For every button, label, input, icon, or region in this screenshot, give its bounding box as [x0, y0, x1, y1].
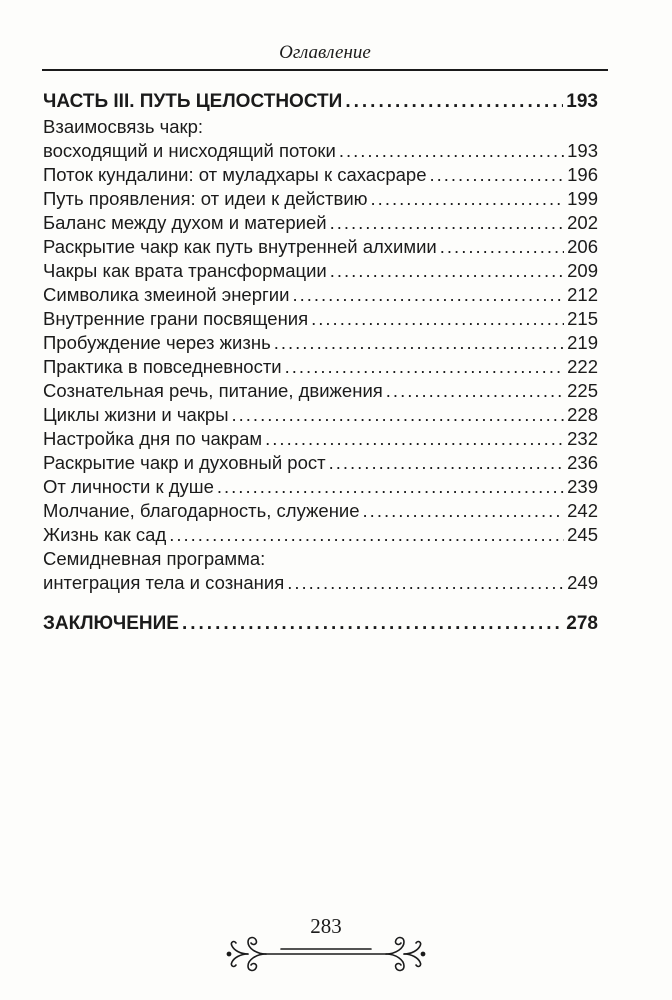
toc-page-number: 206 — [567, 236, 598, 257]
toc-entry-title: Взаимосвязь чакр: — [43, 116, 204, 137]
toc-dot-leader — [217, 475, 564, 499]
toc-page-number: 228 — [567, 404, 598, 425]
toc-gap — [43, 595, 598, 611]
toc-page-number: 239 — [567, 476, 598, 497]
toc-entry-title: ЗАКЛЮЧЕНИЕ — [43, 613, 179, 634]
toc-entry — [43, 427, 598, 451]
toc-page-number: 242 — [567, 500, 598, 521]
toc-entry — [43, 211, 598, 235]
toc-entry-title: Пробуждение через жизнь — [43, 332, 271, 353]
toc-entry — [43, 283, 598, 307]
toc-page-number: 245 — [567, 524, 598, 545]
toc-dot-leader — [285, 355, 564, 379]
toc-page-number: 278 — [566, 613, 598, 634]
toc-dot-leader — [329, 451, 565, 475]
toc-entry — [43, 355, 598, 379]
toc-dot-leader — [232, 403, 565, 427]
toc-entry — [43, 115, 598, 139]
toc-dot-leader — [430, 163, 565, 187]
toc-entry-title: Баланс между духом и материей — [43, 212, 327, 233]
toc-entry — [43, 163, 598, 187]
toc-entry-title: Сознательная речь, питание, движения — [43, 380, 383, 401]
toc-entry — [43, 235, 598, 259]
toc-dot-leader — [345, 89, 563, 115]
scroll-ornament-icon — [226, 934, 426, 974]
table-of-contents — [43, 89, 598, 637]
toc-dot-leader — [311, 307, 564, 331]
toc-entry-title: Символика змеиной энергии — [43, 284, 290, 305]
toc-entry-title: Молчание, благодарность, служение — [43, 500, 360, 521]
toc-part-heading — [43, 89, 598, 115]
toc-page-number: 193 — [567, 140, 598, 161]
toc-entry-title: Раскрытие чакр и духовный рост — [43, 452, 326, 473]
toc-entry-title: От личности к душе — [43, 476, 214, 497]
running-header: Оглавление — [279, 42, 371, 63]
toc-entry-title: ЧАСТЬ III. ПУТЬ ЦЕЛОСТНОСТИ — [43, 91, 343, 112]
toc-entry — [43, 187, 598, 211]
toc-page-number: 199 — [567, 188, 598, 209]
toc-dot-leader — [330, 259, 564, 283]
toc-entry — [43, 451, 598, 475]
toc-entry — [43, 403, 598, 427]
toc-page-number: 193 — [566, 91, 598, 112]
toc-entry — [43, 139, 598, 163]
toc-entry — [43, 331, 598, 355]
toc-page-number: 232 — [567, 428, 598, 449]
toc-dot-leader — [169, 523, 564, 547]
toc-entry-title: Практика в повседневности — [43, 356, 282, 377]
toc-dot-leader — [265, 427, 564, 451]
toc-dot-leader — [330, 211, 565, 235]
toc-entry — [43, 475, 598, 499]
toc-page-number: 236 — [567, 452, 598, 473]
toc-part-heading — [43, 611, 598, 637]
toc-dot-leader — [287, 571, 564, 595]
toc-page-number: 202 — [567, 212, 598, 233]
toc-dot-leader — [182, 611, 563, 637]
page-number: 283 — [310, 914, 342, 938]
toc-dot-leader — [274, 331, 564, 355]
toc-dot-leader — [339, 139, 564, 163]
toc-dot-leader — [440, 235, 564, 259]
toc-page-number: 215 — [567, 308, 598, 329]
toc-entry-title: Жизнь как сад — [43, 524, 167, 545]
toc-dot-leader — [371, 187, 565, 211]
toc-entry — [43, 547, 598, 571]
toc-page-number: 249 — [567, 572, 598, 593]
toc-entry — [43, 307, 598, 331]
header-rule — [42, 69, 608, 71]
toc-page-number: 222 — [567, 356, 598, 377]
toc-entry — [43, 571, 598, 595]
toc-entry — [43, 499, 598, 523]
toc-dot-leader — [363, 499, 565, 523]
toc-page-number: 225 — [567, 380, 598, 401]
toc-entry-title: Раскрытие чакр как путь внутренней алхимии — [43, 236, 437, 257]
toc-entry-title: Циклы жизни и чакры — [43, 404, 229, 425]
toc-dot-leader — [292, 283, 564, 307]
toc-entry-title: интеграция тела и сознания — [43, 572, 285, 593]
toc-dot-leader — [386, 379, 564, 403]
toc-page-number: 209 — [567, 260, 598, 281]
toc-entry — [43, 523, 598, 547]
toc-entry-title: Семидневная программа: — [43, 548, 266, 569]
toc-entry-title: Внутренние грани посвящения — [43, 308, 309, 329]
toc-entry-title: Настройка дня по чакрам — [43, 428, 263, 449]
toc-entry-title: Путь проявления: от идеи к действию — [43, 188, 368, 209]
toc-page-number: 219 — [567, 332, 598, 353]
toc-entry-title: Чакры как врата трансформации — [43, 260, 327, 281]
toc-page-number: 212 — [567, 284, 598, 305]
toc-entry-title: Поток кундалини: от муладхары к сахасраре — [43, 164, 427, 185]
toc-entry — [43, 259, 598, 283]
page-footer — [226, 914, 426, 974]
toc-entry — [43, 379, 598, 403]
toc-entry-title: восходящий и нисходящий потоки — [43, 140, 336, 161]
toc-page-number: 196 — [567, 164, 598, 185]
